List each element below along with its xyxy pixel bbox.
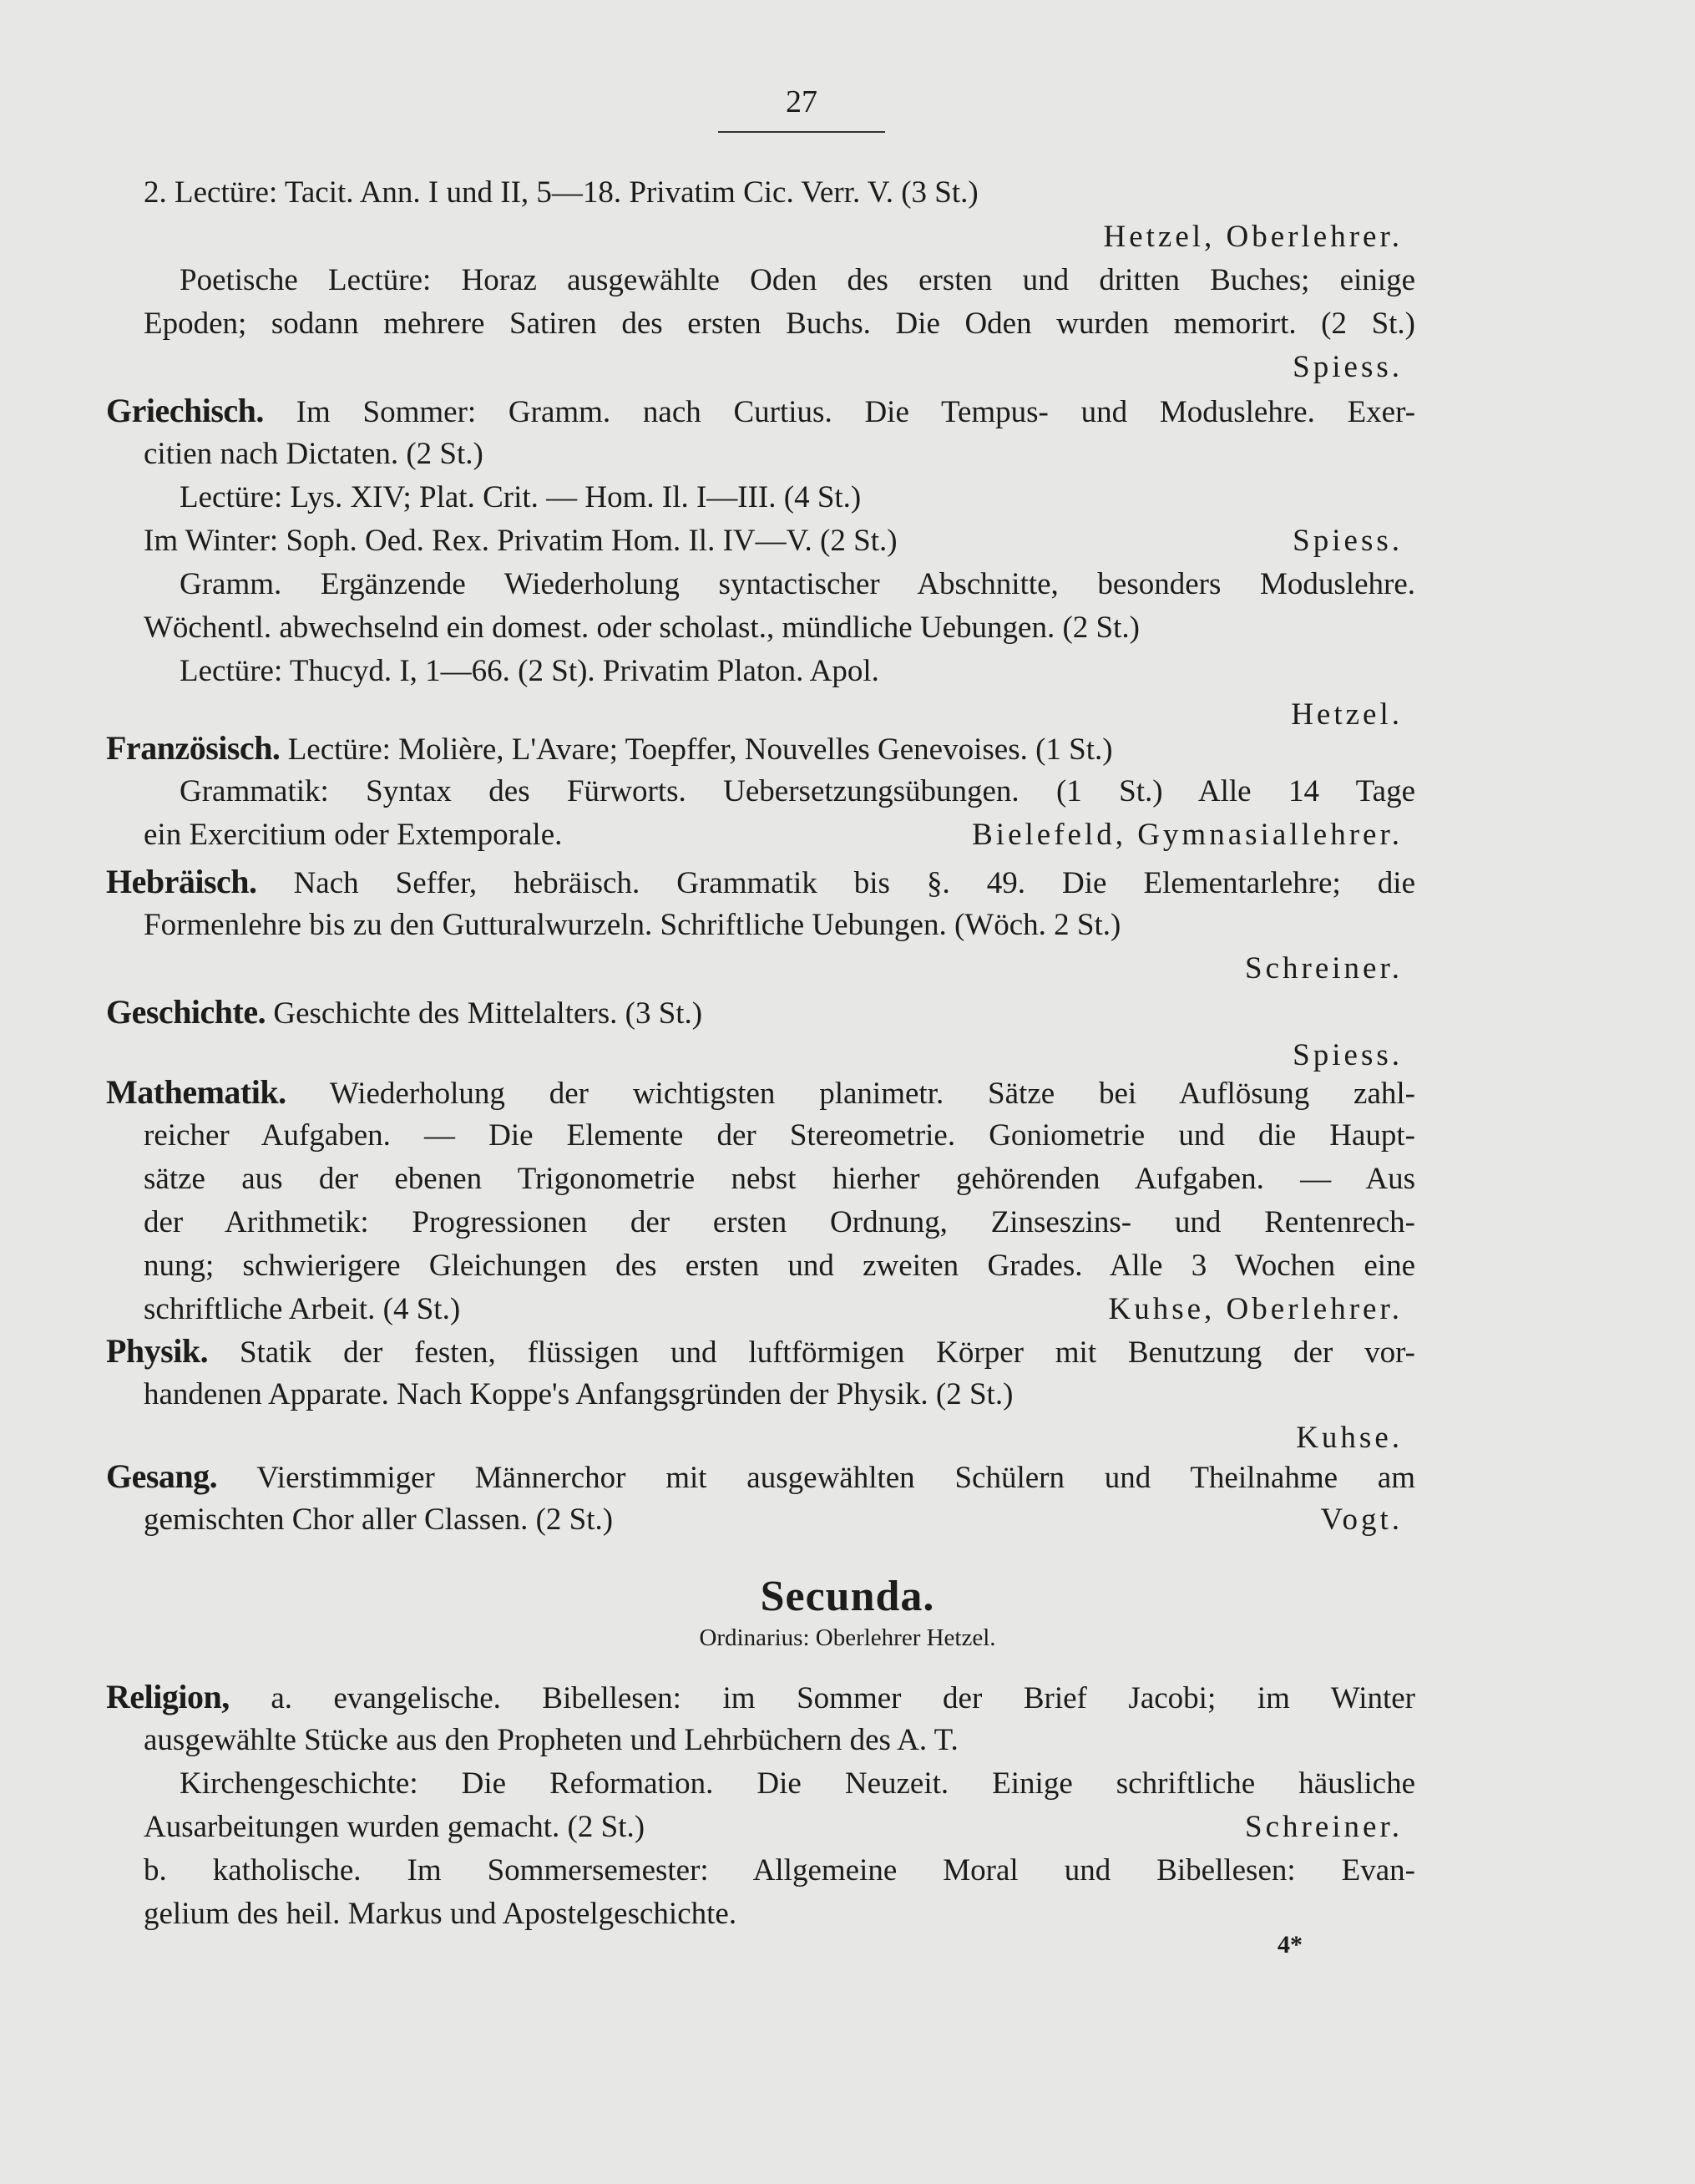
subject-heading-hebraeisch: Hebräisch. xyxy=(106,863,257,900)
subject-line xyxy=(106,1675,1415,1719)
text-span: Vierstimmiger Männerchor mit ausgewählten Schülern und Theilnahme am xyxy=(256,1461,1415,1495)
text-line: Im Winter: Soph. Oed. Rex. Privatim Hom. Il. IV—V. (2 St.) xyxy=(144,524,898,558)
text-line: sätze aus der ebenen Trigonometrie nebst hierher gehörenden Aufgaben. — Aus xyxy=(144,1162,1415,1196)
teacher-name: Spiess. xyxy=(1293,1038,1403,1072)
teacher-name: Vogt. xyxy=(1320,1502,1403,1537)
text-line: reicher Aufgaben. — Die Elemente der Stereometrie. Goniometrie und die Haupt- xyxy=(144,1118,1415,1153)
text-line: Lectüre: Lys. XIV; Plat. Crit. — Hom. Il. I—III. (4 St.) xyxy=(180,480,862,514)
text-line: schriftliche Arbeit. (4 St.) xyxy=(144,1292,461,1326)
subject-heading-religion: Religion, xyxy=(106,1678,230,1715)
text-span: Statik der festen, flüssigen und luftförmigen Körper mit Benutzung der vor- xyxy=(239,1335,1416,1370)
text-line: 2. Lectüre: Tacit. Ann. I und II, 5—18. Privatim Cic. Verr. V. (3 St.) xyxy=(144,175,979,210)
text-line: handenen Apparate. Nach Koppe's Anfangsgründen der Physik. (2 St.) xyxy=(144,1377,1014,1411)
subject-heading-gesang: Gesang. xyxy=(106,1457,218,1495)
text-line: ausgewählte Stücke aus den Propheten und Lehrbüchern des A. T. xyxy=(144,1723,959,1757)
text-span: Nach Seffer, hebräisch. Grammatik bis §. 49. Die Elementarlehre; die xyxy=(293,866,1415,900)
subject-line xyxy=(106,860,1415,904)
subject-heading-griechisch: Griechisch. xyxy=(106,392,264,429)
text-line: Gramm. Ergänzende Wiederholung syntactischer Abschnitte, besonders Moduslehre. xyxy=(180,567,1415,601)
text-line: Grammatik: Syntax des Fürworts. Uebersetzungsübungen. (1 St.) Alle 14 Tage xyxy=(180,774,1415,808)
text-line: Poetische Lectüre: Horaz ausgewählte Oden des ersten und dritten Buches; einige xyxy=(180,263,1415,297)
text-span: Im Sommer: Gramm. nach Curtius. Die Tempus- und Moduslehre. Exer- xyxy=(296,395,1416,429)
teacher-name: Hetzel, Oberlehrer. xyxy=(1103,220,1403,254)
section-title: Secunda. xyxy=(760,1573,935,1620)
teacher-name: Kuhse. xyxy=(1296,1421,1403,1455)
subject-line xyxy=(106,991,702,1034)
subject-heading-mathematik: Mathematik. xyxy=(106,1073,286,1111)
text-span: Lectüre: Molière, L'Avare; Toepffer, Nouvelles Genevoises. (1 St.) xyxy=(287,732,1113,767)
teacher-name: Kuhse, Oberlehrer. xyxy=(1108,1292,1403,1326)
text-line: nung; schwierigere Gleichungen des ersten und zweiten Grades. Alle 3 Wochen eine xyxy=(144,1249,1415,1283)
teacher-name: Spiess. xyxy=(1293,524,1403,558)
text-line: Kirchengeschichte: Die Reformation. Die Neuzeit. Einige schriftliche häusliche xyxy=(180,1766,1415,1801)
text-line: Lectüre: Thucyd. I, 1—66. (2 St). Privatim Platon. Apol. xyxy=(180,654,879,688)
text-line: Epoden; sodann mehrere Satiren des ersten Buchs. Die Oden wurden memorirt. (2 St.) xyxy=(144,307,1415,341)
subject-line xyxy=(106,1455,1415,1498)
text-line: b. katholische. Im Sommersemester: Allgemeine Moral und Bibellesen: Evan- xyxy=(144,1853,1415,1888)
text-span: Geschichte des Mittelalters. (3 St.) xyxy=(273,996,703,1031)
teacher-name: Schreiner. xyxy=(1245,1810,1403,1844)
subject-line xyxy=(106,1071,1415,1114)
page-number: 27 xyxy=(786,84,817,119)
page-number-rule xyxy=(718,131,885,133)
text-line: Wöchentl. abwechselnd ein domest. oder scholast., mündliche Uebungen. (2 St.) xyxy=(144,611,1140,645)
teacher-name: Schreiner. xyxy=(1245,951,1403,986)
text-line: ein Exercitium oder Extemporale. xyxy=(144,818,563,852)
text-span: a. evangelische. Bibellesen: im Sommer der Brief Jacobi; im Winter xyxy=(271,1681,1416,1715)
subject-heading-geschichte: Geschichte. xyxy=(106,993,266,1031)
subject-heading-physik: Physik. xyxy=(106,1332,209,1370)
text-span: Wiederholung der wichtigsten planimetr. Sätze bei Auflösung zahl- xyxy=(329,1077,1415,1111)
teacher-name: Hetzel. xyxy=(1291,697,1403,732)
subject-heading-franzoesisch: Französisch. xyxy=(106,729,281,767)
ordinarius-line: Ordinarius: Oberlehrer Hetzel. xyxy=(699,1624,996,1651)
subject-line xyxy=(106,727,1113,770)
signature-mark: 4* xyxy=(1278,1931,1303,1959)
teacher-name: Spiess. xyxy=(1293,350,1403,384)
text-line: Formenlehre bis zu den Gutturalwurzeln. Schriftliche Uebungen. (Wöch. 2 St.) xyxy=(144,908,1121,942)
subject-line xyxy=(106,389,1415,433)
text-line: Ausarbeitungen wurden gemacht. (2 St.) xyxy=(144,1810,645,1844)
text-line: der Arithmetik: Progressionen der ersten Ordnung, Zinseszins- und Rentenrech- xyxy=(144,1205,1415,1239)
text-line: gelium des heil. Markus und Apostelgeschichte. xyxy=(144,1897,737,1931)
subject-line xyxy=(106,1330,1415,1373)
text-line: citien nach Dictaten. (2 St.) xyxy=(144,437,483,471)
teacher-name: Bielefeld, Gymnasiallehrer. xyxy=(972,818,1403,852)
text-line: gemischten Chor aller Classen. (2 St.) xyxy=(144,1502,614,1537)
